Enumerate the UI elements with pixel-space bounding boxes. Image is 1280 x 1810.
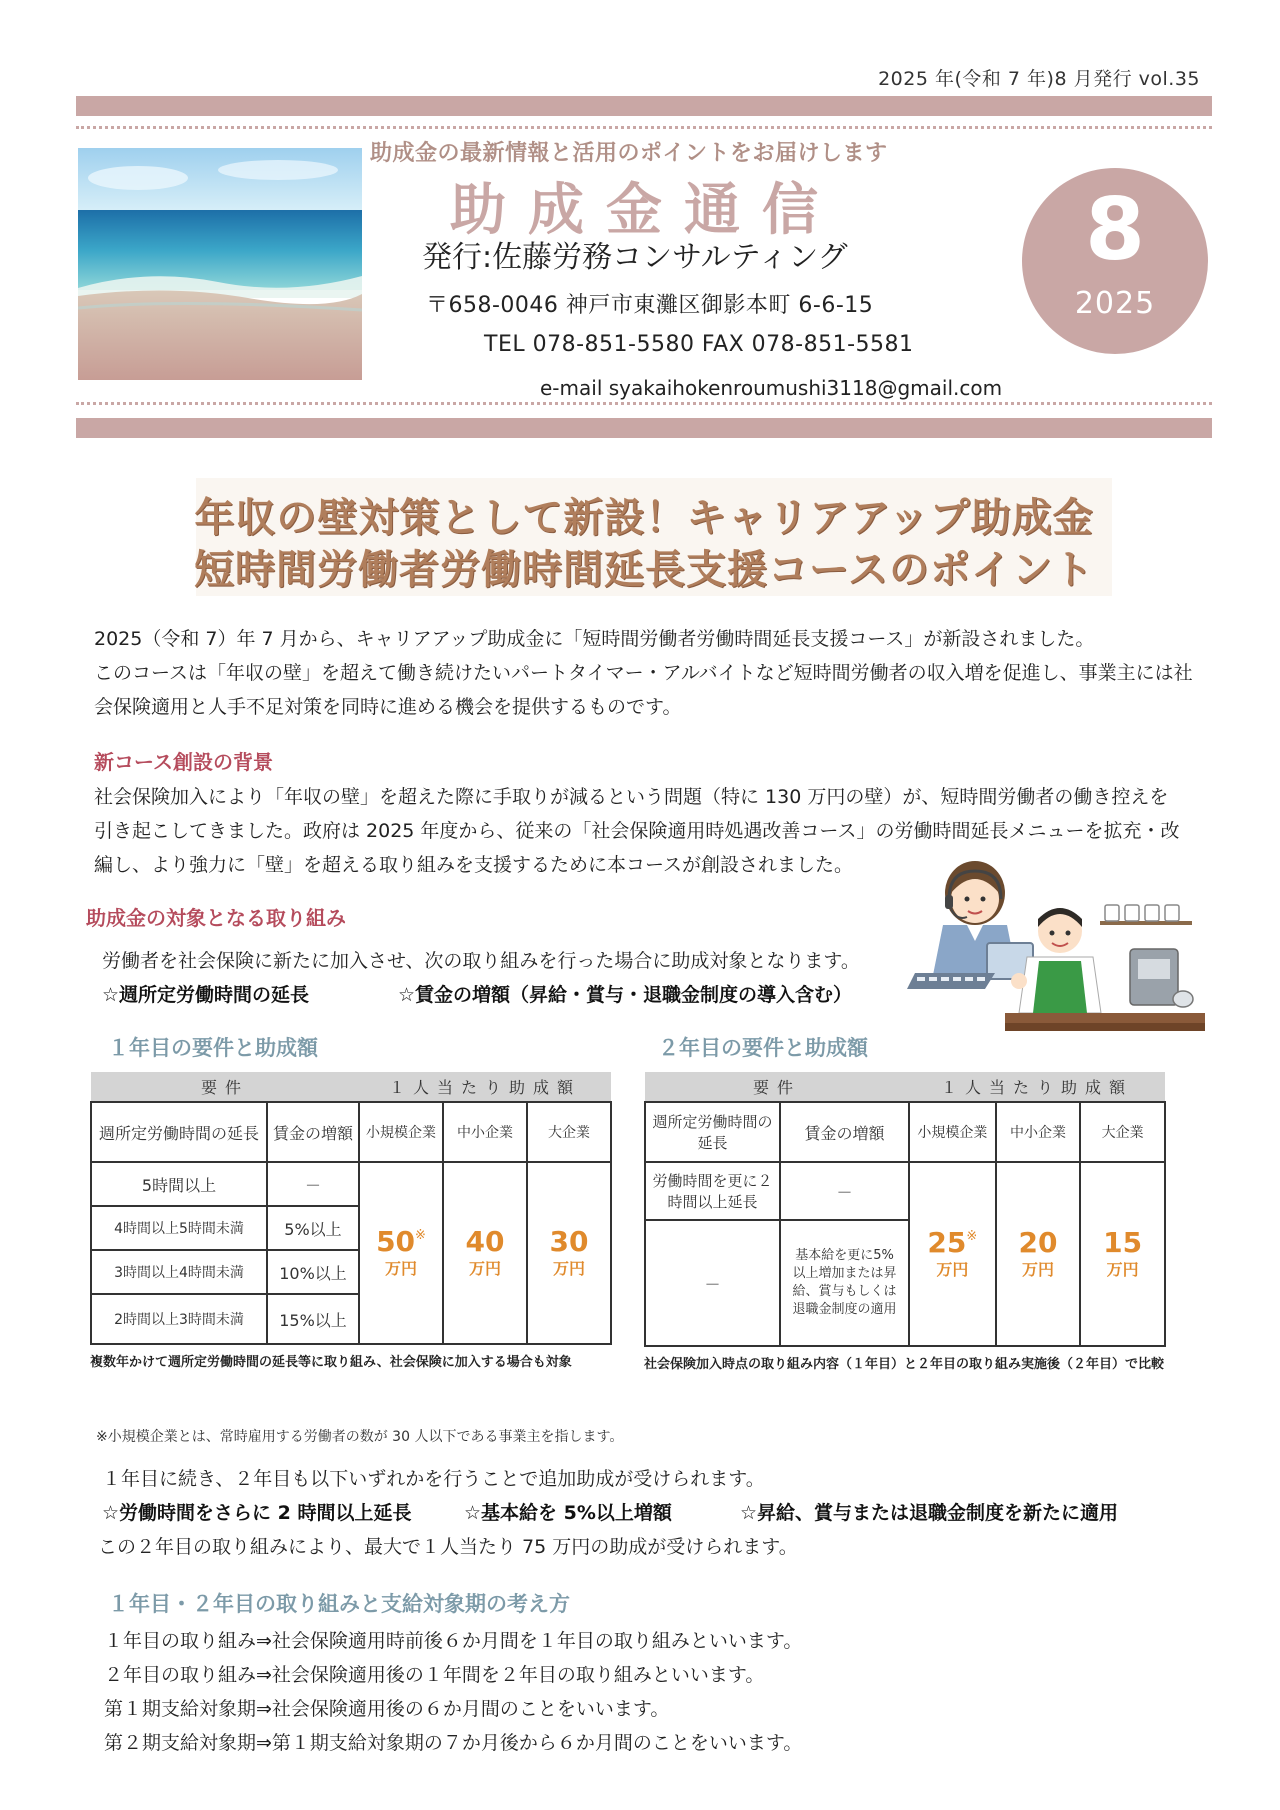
- publisher: 発行:佐藤労務コンサルティング: [422, 240, 848, 275]
- table1-caption: １年目の要件と助成額: [108, 1036, 318, 1060]
- table1-row-wage: 5%以上: [267, 1206, 359, 1250]
- table1-note: 複数年かけて週所定労働時間の延長等に取り組み、社会保険に加入する場合も対象: [90, 1355, 572, 1370]
- background-line1: 社会保険加入により「年収の壁」を超えた際に手取りが減るという問題（特に 130 万円の壁）が、短時間労働者の働き控えを: [94, 786, 1169, 808]
- table2-caption: ２年目の要件と助成額: [658, 1036, 868, 1060]
- period-heading: １年目・２年目の取り組みと支給対象期の考え方: [108, 1592, 570, 1616]
- table1-row-wage: 10%以上: [267, 1250, 359, 1294]
- bottom-dotted-rule: [76, 402, 1212, 405]
- target-item2: ☆賃金の増額（昇給・賞与・退職金制度の導入含む）: [398, 984, 853, 1006]
- table1-col-mid: 中小企業: [443, 1102, 527, 1162]
- table1-row-wage: －: [267, 1162, 359, 1206]
- table1-col-hours: 週所定労働時間の延長: [91, 1102, 267, 1162]
- target-line1: 労働者を社会保険に新たに加入させ、次の取り組みを行った場合に助成対象となります。: [102, 950, 860, 972]
- table1-col-small: 小規模企業: [359, 1102, 443, 1162]
- top-band: [76, 96, 1212, 116]
- table2-amount-mid-unit: 万円: [1021, 1259, 1054, 1279]
- issue-line: 2025 年(令和 7 年)8 月発行 vol.35: [878, 68, 1200, 90]
- table2-amount-mid: [996, 1162, 1081, 1346]
- table1-amount-small-unit: 万円: [384, 1258, 417, 1278]
- table1-amount-mid: [443, 1162, 527, 1344]
- table2-row2-hours: －: [645, 1220, 780, 1346]
- bottom-band: [76, 418, 1212, 438]
- table2-amount-small-unit: 万円: [936, 1259, 969, 1279]
- table2-amount-small-value: 25: [927, 1225, 967, 1259]
- table2-head-requirements: 要件: [645, 1072, 909, 1102]
- year2-item3: ☆昇給、賞与または退職金制度を新たに適用: [740, 1502, 1119, 1524]
- table2-row2-wage: 基本給を更に5%以上増加または昇給、賞与もしくは退職金制度の適用: [780, 1220, 909, 1346]
- footnote: ※小規模企業とは、常時雇用する労働者の数が 30 人以下である事業主を指します。: [96, 1429, 624, 1445]
- table1-amount-small: [359, 1162, 443, 1344]
- table2-col-hours: 週所定労働時間の延長: [645, 1102, 780, 1162]
- period-line1: １年目の取り組み⇒社会保険適用時前後６か月間を１年目の取り組みといいます。: [104, 1630, 803, 1652]
- top-dotted-rule: [76, 126, 1212, 129]
- table1-head-requirements: 要件: [91, 1072, 359, 1102]
- table1-amount-large-value: 30: [549, 1224, 589, 1258]
- intro-line1: 2025（令和 7）年 7 月から、キャリアアップ助成金に「短時間労働者労働時間延長支援コース」が新設されました。: [94, 628, 1095, 650]
- main-title-line2: 短時間労働者労働時間延長支援コースのポイント: [194, 547, 1094, 593]
- table2-head-amount: １人当たり助成額: [909, 1072, 1165, 1102]
- email: e-mail syakaihokenroumushi3118@gmail.com: [540, 376, 1003, 400]
- table1-col-large: 大企業: [527, 1102, 611, 1162]
- year2-item2: ☆基本給を 5%以上増額: [464, 1502, 672, 1524]
- table1-col-wage: 賃金の増額: [267, 1102, 359, 1162]
- table1-row-hours: 4時間以上5時間未満: [91, 1206, 267, 1250]
- table1-mark: ※: [415, 1227, 426, 1243]
- table2-row1-hours: 労働時間を更に２時間以上延長: [645, 1162, 780, 1220]
- table2-note: 社会保険加入時点の取り組み内容（１年目）と２年目の取り組み実施後（２年目）で比較: [644, 1357, 1165, 1372]
- month-badge: [1022, 168, 1208, 354]
- table2-amount-large-value: 15: [1103, 1225, 1143, 1259]
- table2-col-large: 大企業: [1080, 1102, 1165, 1162]
- tel-fax: TEL 078-851-5580 FAX 078-851-5581: [484, 332, 914, 357]
- table2: [644, 1072, 1166, 1374]
- target-item1: ☆週所定労働時間の延長: [102, 984, 310, 1006]
- table1-row-hours: 3時間以上4時間未満: [91, 1250, 267, 1294]
- table1-row-wage: 15%以上: [267, 1294, 359, 1344]
- main-title-line1: 年収の壁対策として新設！キャリアアップ助成金: [194, 495, 1094, 541]
- month-year: 2025: [1074, 286, 1156, 321]
- target-heading: 助成金の対象となる取り組み: [86, 906, 346, 930]
- background-line3: 編し、より強力に「壁」を超える取り組みを支援するために本コースが創設されました。: [94, 854, 854, 876]
- intro-line3: 会保険適用と人手不足対策を同時に進める機会を提供するものです。: [94, 696, 682, 718]
- period-line3: 第１期支給対象期⇒社会保険適用後の６か月間のことをいいます。: [104, 1698, 670, 1720]
- intro-line2: このコースは「年収の壁」を超えて働き続けたいパートタイマー・アルバイトなど短時間労働者の収入増を促進し、事業主には社: [94, 662, 1193, 684]
- period-line4: 第２期支給対象期⇒第１期支給対象期の７か月後から６か月間のことをいいます。: [104, 1732, 803, 1754]
- year2-line2: この２年目の取り組みにより、最大で１人当たり 75 万円の助成が受けられます。: [98, 1536, 798, 1558]
- table2-mark: ※: [966, 1228, 978, 1244]
- table1-amount-large-unit: 万円: [552, 1258, 585, 1278]
- masthead-title: 助成金通信: [450, 178, 840, 243]
- table2-amount-mid-value: 20: [1018, 1225, 1058, 1259]
- table1: [90, 1072, 612, 1372]
- table1-amount-small-value: 50: [376, 1224, 416, 1258]
- table2-amount-large-unit: 万円: [1106, 1259, 1139, 1279]
- table1-amount-mid-unit: 万円: [468, 1258, 501, 1278]
- beach-photo: [78, 148, 362, 380]
- table1-row-hours: 5時間以上: [91, 1162, 267, 1206]
- background-heading: 新コース創設の背景: [94, 750, 273, 774]
- table2-col-small: 小規模企業: [909, 1102, 996, 1162]
- table1-amount-mid-value: 40: [465, 1224, 505, 1258]
- address: 〒658-0046 神戸市東灘区御影本町 6-6-15: [426, 293, 874, 318]
- shopkeeper-illustration: [1005, 895, 1205, 1040]
- month-number: 8: [1085, 180, 1145, 280]
- background-line2: 引き起こしてきました。政府は 2025 年度から、従来の「社会保険適用時処遇改善コース」の労働時間延長メニューを拡充・改: [94, 820, 1180, 842]
- illustrations: [905, 855, 1205, 1040]
- table1-row-hours: 2時間以上3時間未満: [91, 1294, 267, 1344]
- table1-head-amount: １人当たり助成額: [359, 1072, 611, 1102]
- table1-amount-large: [527, 1162, 611, 1344]
- year2-line1: １年目に続き、２年目も以下いずれかを行うことで追加助成が受けられます。: [102, 1468, 765, 1490]
- table2-col-wage: 賃金の増額: [780, 1102, 909, 1162]
- table2-row1-wage: －: [780, 1162, 909, 1220]
- table2-col-mid: 中小企業: [996, 1102, 1081, 1162]
- table2-amount-small: [909, 1162, 996, 1346]
- period-line2: ２年目の取り組み⇒社会保険適用後の１年間を２年目の取り組みといいます。: [104, 1664, 765, 1686]
- table2-amount-large: [1080, 1162, 1165, 1346]
- tagline: 助成金の最新情報と活用のポイントをお届けします: [370, 141, 888, 166]
- year2-item1: ☆労働時間をさらに 2 時間以上延長: [102, 1502, 412, 1524]
